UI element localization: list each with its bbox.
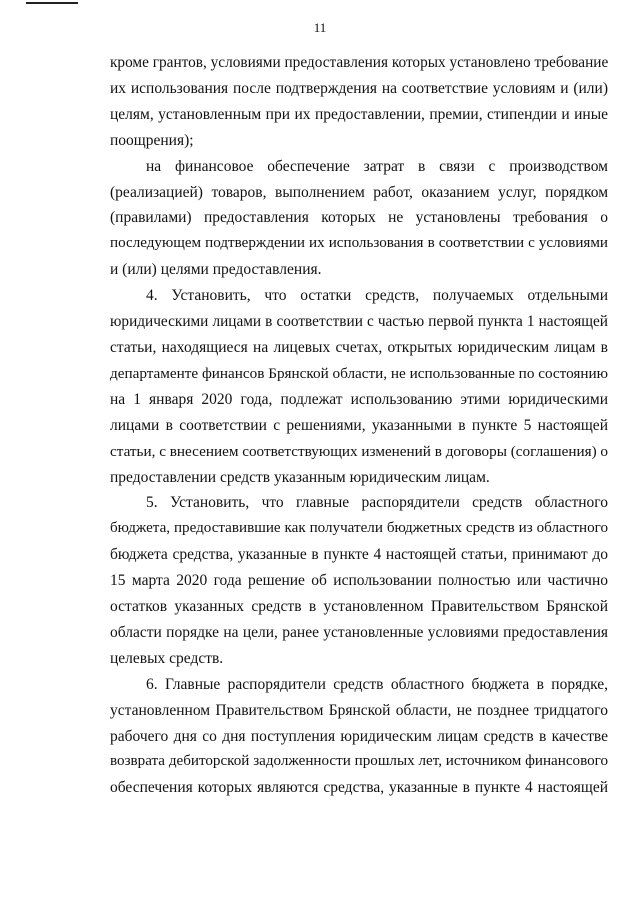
text-line: целям, установленным при их предоставлении, премии, стипендии и иные: [110, 105, 608, 123]
text-line: целевых средств.: [110, 649, 224, 667]
text-line: возврата дебиторской задолженности прошлых лет, источником финансового: [110, 753, 608, 770]
text-line: статьи, с внесением соответствующих изменений в договоры (соглашения) о: [110, 442, 609, 460]
text-line: бюджета средства, указанные в пункте 4 настоящей статьи, принимают до: [110, 546, 608, 564]
text-line: 6. Главные распорядители средств областного бюджета в порядке,: [146, 675, 608, 693]
text-line: обеспечения которых являются средства, указанные в пункте 4 настоящей: [110, 779, 608, 797]
paragraph-item-4: [110, 283, 608, 490]
text-line: последующем подтверждении их использования в соответствии с условиями: [110, 235, 608, 252]
page-number: 11: [313, 20, 327, 35]
text-line: юридическими лицами в соответствии с частью первой пункта 1 настоящей: [110, 313, 608, 331]
text-line: 4. Установить, что остатки средств, получаемых отдельными: [146, 287, 608, 305]
text-line: и (или) целями предоставления.: [110, 261, 322, 279]
text-line: департаменте финансов Брянской области, не использованные по состоянию: [110, 364, 608, 382]
paragraph-grants-continuation: [110, 50, 608, 154]
document-body: [110, 50, 608, 801]
text-line: статьи, находящиеся на лицевых счетах, открытых юридическим лицам в: [110, 338, 608, 356]
text-line: их использования после подтверждения на соответствие условиям и (или): [110, 79, 608, 97]
text-line: лицами в соответствии с решениями, указанными в пункте 5 настоящей: [110, 416, 608, 434]
text-line: рабочего дня со дня поступления юридическим лицам средств в качестве: [110, 727, 608, 745]
text-line: установленном Правительством Брянской области, не позднее тридцатого: [110, 701, 608, 719]
paragraph-item-6: [110, 672, 608, 802]
top-edge-rule: [26, 2, 78, 4]
text-line: на финансовое обеспечение затрат в связи с производством: [146, 157, 608, 175]
text-line: области порядке на цели, ранее установленные условиями предоставления: [110, 623, 608, 641]
text-line: на 1 января 2020 года, подлежат использованию этими юридическими: [110, 390, 608, 408]
text-line: поощрения);: [110, 131, 194, 149]
text-line: 15 марта 2020 года решение об использовании полностью или частично: [110, 572, 608, 590]
paragraph-financial-support: [110, 154, 608, 284]
text-line: предоставлении средств указанным юридическим лицам.: [110, 468, 490, 486]
text-line: остатков указанных средств в установленном Правительством Брянской: [110, 598, 608, 616]
text-line: кроме грантов, условиями предоставления которых установлено требование: [110, 54, 609, 71]
text-line: (правилами) предоставления которых не установлены требования о: [110, 209, 608, 227]
text-line: бюджета, предоставившие как получатели бюджетных средств из областного: [110, 520, 608, 537]
paragraph-item-5: [110, 490, 608, 671]
text-line: 5. Установить, что главные распорядители средств областного: [146, 494, 608, 512]
text-line: (реализацией) товаров, выполнением работ, оказанием услуг, порядком: [110, 183, 608, 201]
